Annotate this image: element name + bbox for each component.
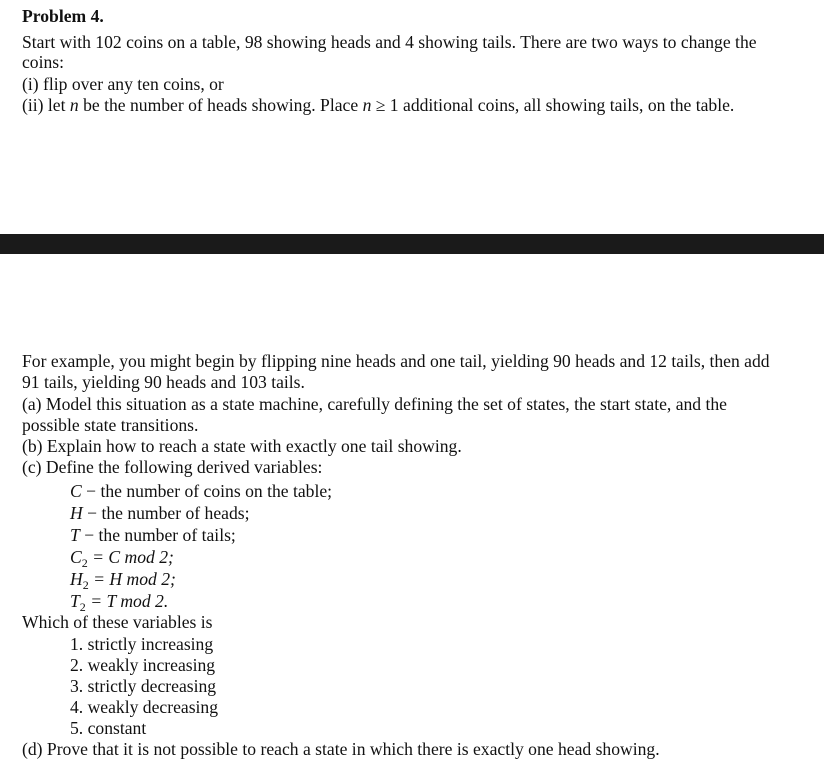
variable-c-symbol: C bbox=[70, 481, 82, 501]
variable-t-symbol: T bbox=[70, 525, 80, 545]
problem-title: Problem 4. bbox=[22, 6, 104, 26]
mod-var-h2-rhs: = H mod 2; bbox=[88, 569, 176, 589]
option-item: 2. weakly increasing bbox=[70, 655, 216, 675]
mod-var-c2-symbol: C bbox=[70, 547, 82, 567]
part-d: (d) Prove that it is not possible to reach a state in which there is exactly one head showing. bbox=[22, 739, 660, 759]
option-ii-n: n bbox=[69, 95, 79, 115]
mod-var-h2-sub: 2 bbox=[82, 578, 89, 592]
intro-line-2: coins: bbox=[22, 52, 65, 72]
example-line-2: 91 tails, yielding 90 heads and 103 tails. bbox=[22, 372, 305, 392]
variable-h-symbol: H bbox=[70, 503, 83, 523]
option-item: 3. strictly decreasing bbox=[70, 676, 217, 696]
mod-var-t2-symbol: T bbox=[70, 591, 80, 611]
mod-var-c2-rhs: = C mod 2; bbox=[87, 547, 174, 567]
option-ii-mid: be the number of heads showing. Place bbox=[78, 95, 363, 115]
option-item: 5. constant bbox=[70, 718, 147, 738]
option-ii-n2: n bbox=[362, 95, 372, 115]
part-c: (c) Define the following derived variables: bbox=[22, 457, 323, 477]
mod-var-t2-sub: 2 bbox=[79, 600, 86, 614]
part-b: (b) Explain how to reach a state with exactly one tail showing. bbox=[22, 436, 462, 456]
redaction-bar bbox=[0, 234, 824, 254]
example-line-1: For example, you might begin by flipping nine heads and one tail, yielding 90 heads and 12 tails, then add bbox=[22, 351, 770, 371]
variable-h-desc: − the number of heads; bbox=[82, 503, 250, 523]
option-item: 1. strictly increasing bbox=[70, 634, 214, 654]
variable-c bbox=[70, 481, 332, 502]
intro-line-1: Start with 102 coins on a table, 98 showing heads and 4 showing tails. There are two ways to change the bbox=[22, 32, 757, 52]
option-ii-prefix: (ii) let bbox=[22, 95, 70, 115]
variable-t-desc: − the number of tails; bbox=[79, 525, 236, 545]
option-ii-geq: ≥ 1 additional coins, all showing tails, on the table. bbox=[371, 95, 735, 115]
question: Which of these variables is bbox=[22, 612, 213, 632]
option-i: (i) flip over any ten coins, or bbox=[22, 74, 224, 94]
mod-var-t2-rhs: = T mod 2. bbox=[85, 591, 169, 611]
variable-t bbox=[70, 525, 236, 546]
part-a-line-1: (a) Model this situation as a state machine, carefully defining the set of states, the start state, and the bbox=[22, 394, 727, 414]
mod-var-h2-symbol: H bbox=[70, 569, 83, 589]
variable-h bbox=[70, 503, 249, 524]
option-ii bbox=[22, 95, 734, 116]
option-item: 4. weakly decreasing bbox=[70, 697, 219, 717]
mod-var-c2-sub: 2 bbox=[81, 556, 88, 570]
variable-c-desc: − the number of coins on the table; bbox=[81, 481, 333, 501]
part-a-line-2: possible state transitions. bbox=[22, 415, 199, 435]
